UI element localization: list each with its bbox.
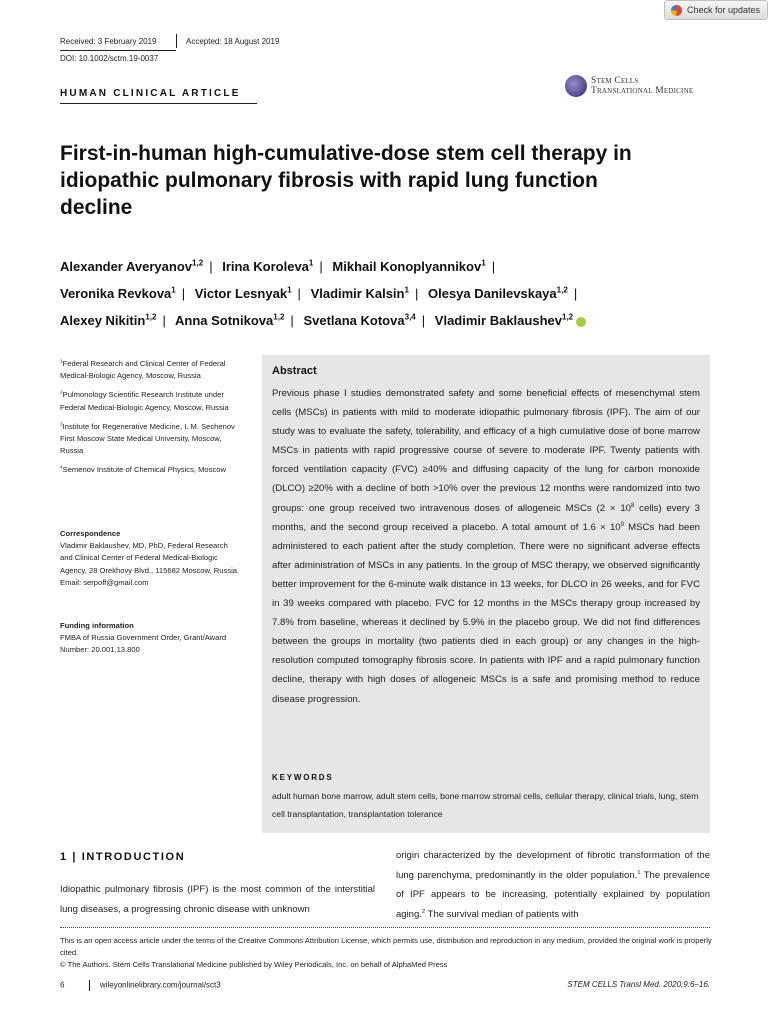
author-line-2: Veronika Revkova$^1$ | Victor Lesnyak$^1$ | Vladimir Kalsin$^1$ | Olesya Danilevskaya$^{1,2}$ | [60,285,578,301]
meta-divider [176,34,177,48]
affiliation-item: $^4$Semenov Institute of Chemical Physics, Moscow [60,464,226,475]
author-line-3: Alexey Nikitin$^{1,2}$ | Anna Sotnikova$^{1,2}$ | Svetlana Kotova$^{3,4}$ | Vladimir Baklaushev$^{1,2}$ [60,307,720,334]
funding [60,620,240,657]
footer-left [60,980,221,991]
crossmark-icon [671,5,682,16]
author[interactable]: Alexey Nikitin$^{1,2}$ [60,312,157,328]
author-list [60,253,720,334]
check-for-updates-button[interactable] [664,0,768,20]
author[interactable]: Anna Sotnikova$^{1,2}$ [174,312,285,328]
correspondence [60,528,240,589]
author[interactable]: Vladimir Kalsin$^1$ [310,285,409,301]
keywords-text: adult human bone marrow, adult stem cells, bone marrow stromal cells, cellular therapy, clinical trials, lung, stem cell transplantation, transplantation tolerance [272,791,699,819]
author[interactable]: Victor Lesnyak$^1$ [194,285,292,301]
affiliation-item: $^3$Institute for Regenerative Medicine, I. M. Sechenov First Moscow State Medical University, Moscow, Russia [60,421,235,456]
check-for-updates-label: Check for updates [687,5,761,15]
article-title: First-in-human high-cumulative-dose stem cell therapy in idiopathic pulmonary fibrosis with rapid lung function decline [60,142,632,219]
author[interactable]: Mikhail Konoplyannikov$^1$ [332,258,486,274]
license-line-1: This is an open access article under the terms of the Creative Commons Attribution License, which permits use, distribution and reproduction in any medium, provided the original work is properly cited. [60,936,712,957]
article-type-underline [60,103,257,104]
meta-underline [60,50,176,51]
journal-url[interactable]: wileyonlinelibrary.com/journal/sct3 [99,980,221,990]
journal-logo-icon [565,75,587,97]
introduction-heading: 1 | INTRODUCTION [60,851,186,863]
funding-heading: Funding information [60,621,134,630]
citation: STEM CELLS Transl Med. 2020;9:6–16. [567,980,710,989]
affiliation-item: $^2$Pulmonology Scientific Research Institute under Federal Medical-Biologic Agency, Moscow, Russia [60,389,229,412]
page-number: 6 [60,980,65,990]
orcid-icon[interactable] [576,317,586,327]
affiliation-item: $^1$Federal Research and Clinical Center of Federal Medical-Biologic Agency, Moscow, Russia [60,358,226,381]
journal-logo [565,75,693,97]
accepted-date: Accepted: 18 August 2019 [186,37,280,46]
license-line-2: © The Authors. Stem Cells Translational Medicine published by Wiley Periodicals, Inc. on behalf of AlphaMed Press [60,960,448,969]
journal-logo-line2: Translational Medicine [591,86,694,96]
author[interactable]: Olesya Danilevskaya$^{1,2}$ [427,285,568,301]
author[interactable]: Veronika Revkova$^1$ [60,285,176,301]
intro-column-2: origin characterized by the development of fibrotic transformation of the lung parenchyma, predominantly in the older population.$^1$ The prevalence of IPF appears to be increasing, potentially explained by population aging.$^2$ The survival median of patients with [396,850,710,920]
author[interactable]: Svetlana Kotova$^{3,4}$ [303,312,416,328]
author[interactable]: Alexander Averyanov$^{1,2}$ [60,258,204,274]
correspondence-email[interactable]: Email: serpoff@gmail.com [60,577,149,587]
article-type: HUMAN CLINICAL ARTICLE [60,88,241,99]
intro-column-1: Idiopathic pulmonary fibrosis (IPF) is the most common of the interstitial lung diseases, a progressing chronic disease with unknown [60,884,375,915]
abstract-text: Previous phase I studies demonstrated safety and some beneficial effects of mesenchymal stem cells (MSCs) in patients with mild to moderate idiopathic pulmonary fibrosis (IPF). The aim of our study was to evaluate the safety, tolerability, and efficacy of a high cumulative dose of bone marrow MSCs in patients with rapid progressive course of severe to moderate IPF. Twenty patients with forced ventilation capacity (FVC) ≥40% and diffusing capacity of the lung for carbon monoxide (DLCO) ≥20% with a decline of both >10% over the previous 12 months were randomized into two groups: one group received two intravenous doses of allogeneic MSCs ($2 \times 10^8$ cells) every 3 months, and the second group received a placebo. A total amount of $1.6 \times 10^9$ MSCs had been administered to each patient after the study completion. There were no significant adverse effects after administration of MSCs in any patients. In the group of MSC therapy, we observed significantly better improvement for the 6-minute walk distance in 13 weeks, for DLCO in 26 weeks, and for FVC in 39 weeks compared with placebo. FVC for 12 months in the MSCs therapy group increased by 7.8% from baseline, whereas it declined by 5.9% in the placebo group. We did not find differences between the groups in mortality (two patients died in each group) or any changes in the high-resolution computed tomography fibrosis score. In patients with IPF and a rapid pulmonary function decline, therapy with high doses of allogeneic MSCs is a safe and promising method to reduce disease progression. [272,388,700,705]
license-text [60,935,720,971]
author[interactable]: Vladimir Baklaushev$^{1,2}$ [434,312,574,328]
journal-logo-line1: Stem Cells [591,76,639,86]
doi[interactable]: DOI: 10.1002/sctm.19-0037 [60,54,159,63]
abstract-heading: Abstract [272,365,317,377]
footer-divider [89,980,90,991]
author-line-1: Alexander Averyanov$^{1,2}$ | Irina Koroleva$^1$ | Mikhail Konoplyannikov$^1$ | [60,258,496,274]
received-date: Received: 3 February 2019 [60,37,157,46]
license-divider [60,927,710,928]
affiliations [60,358,240,484]
funding-text: FMBA of Russia Government Order, Grant/Award Number: 20.001.13.800 [60,633,227,655]
correspondence-heading: Correspondence [60,529,121,538]
keywords-heading: KEYWORDS [272,773,334,782]
author[interactable]: Irina Koroleva$^1$ [222,258,314,274]
correspondence-text: Vladimir Baklaushev, MD, PhD, Federal Research and Clinical Center of Federal Medical-Biologic Agency, 28 Orekhovy Blvd., 115682 Moscow, Russia. [60,541,240,575]
